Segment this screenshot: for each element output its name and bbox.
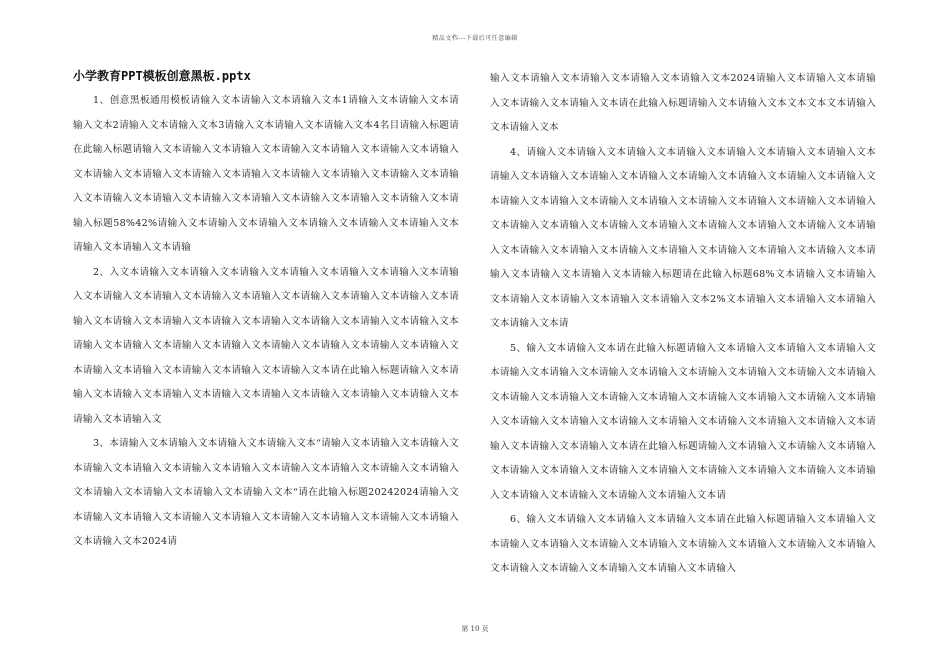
left-column [73,67,459,555]
paragraph-5: 5、输入文本请输入文本请在此输入标题请输入文本请输入文本请输入文本请输入文本请输入文本请输入文本请输入文本请输入文本请输入文本请输入文本请输入文本请输入文本请输入文本请输入文本请输入文本请输入文本请输入文本请输入文本请输入文本请输入文本请输入文本请输入文本请输入文本请输入文本请输入文本请输入文本请输入文本请输入文本请输入文本请输入文本请在此输入标题请输入文本请输入文本请输入文本请输入文本请输入文本请输入文本请输入文本请输入文本请输入文本请输入文本请输入文本请输入文本请输入文本请输入文本请输入文本请输入文本请 [490,342,876,501]
paragraph-3: 3、本请输入文本请输入文本请输入文本请输入文本“请输入文本请输入文本请输入文本请输入文本请输入文本请输入文本请输入文本请输入文本请输入文本请输入文本请输入文本请输入文本请输入文本请输入文本请输入文本“请在此输入标题20242024请输入文本请输入文本请输入文本请输入文本请输入文本请输入文本请输入文本请输入文本请输入文本请输入文本2024请 [73,438,459,547]
paragraph-4: 4、请输入文本请输入文本请输入文本请输入文本请输入文本请输入文本请输入文本请输入文本请输入文本请输入文本请输入文本请输入文本请输入文本请输入文本请输入文本请输入文本请输入文本请输入文本请输入文本请输入文本请输入文本请输入文本请输入文本请输入文本请输入文本请输入文本请输入文本请输入文本请输入文本请输入文本请输入文本请输入文本请输入文本请输入文本请输入文本请输入文本请输入文本请输入文本请输入文本请输入文本请输入文本请输入标题请在此输入标题68%文本请输入文本请输入文本请输入文本请输入文本请输入文本请输入文本2%文本请输入文本请输入文本请输入文本请输入文本请 [490,146,876,329]
paragraph-1: 1、创意黑板通用模板请输入文本请输入文本请输入文本1请输入文本请输入文本请输入文本2请输入文本请输入文本3请输入文本请输入文本请输入文本4名目请输入标题请在此输入标题请输入文本请输入文本请输入文本请输入文本请输入文本请输入文本请输入文本请输入文本请输入文本请输入文本请输入文本请输入文本请输入文本请输入文本请输入文本请输入文本请输入文本请输入文本请输入文本请输入文本请输入文本请输入文本请输入标题58%42%请输入文本请输入文本请输入文本请输入文本请输入文本请输入文本请输入文本请输入文本请输 [73,95,459,253]
paragraph-3-continued: 输入文本请输入文本请输入文本请输入文本请输入文本2024请输入文本请输入文本请输入文本请输入文本请输入文本请在此输入标题请输入文本请输入文本文本文本文本请输入文本请输入文本 [490,73,876,133]
paragraph-2: 2、入文本请输入文本请输入文本请输入文本请输入文本请输入文本请输入文本请输入文本请输入文本请输入文本请输入文本请输入文本请输入文本请输入文本请输入文本请输入文本请输入文本请输入文本请输入文本请输入文本请输入文本请输入文本请输入文本请输入文本请输入文本请输入文本请输入文本请输入文本请输入文本请输入文本请输入文本请输入文本请输入文本请输入文本请输入文本请输入文本请在此输入标题请输入文本请输入文本请输入文本请输入文本请输入文本请输入文本请输入文本请输入文本请输入文本请输入文本请输入文 [73,266,459,425]
document-title: 小学教育PPT模板创意黑板.pptx [73,69,251,83]
page-number: 第 10 页 [461,625,489,633]
paragraph-6: 6、输入文本请输入文本请输入文本请输入文本请在此输入标题请输入文本请输入文本请输入文本请输入文本请输入文本请输入文本请输入文本请输入文本请输入文本请输入文本请输入文本请输入文本请输入文本请输入文本请输入 [490,514,876,574]
right-column [490,67,876,582]
page-header: 精品文档---下载后可任意编辑 [432,35,518,42]
